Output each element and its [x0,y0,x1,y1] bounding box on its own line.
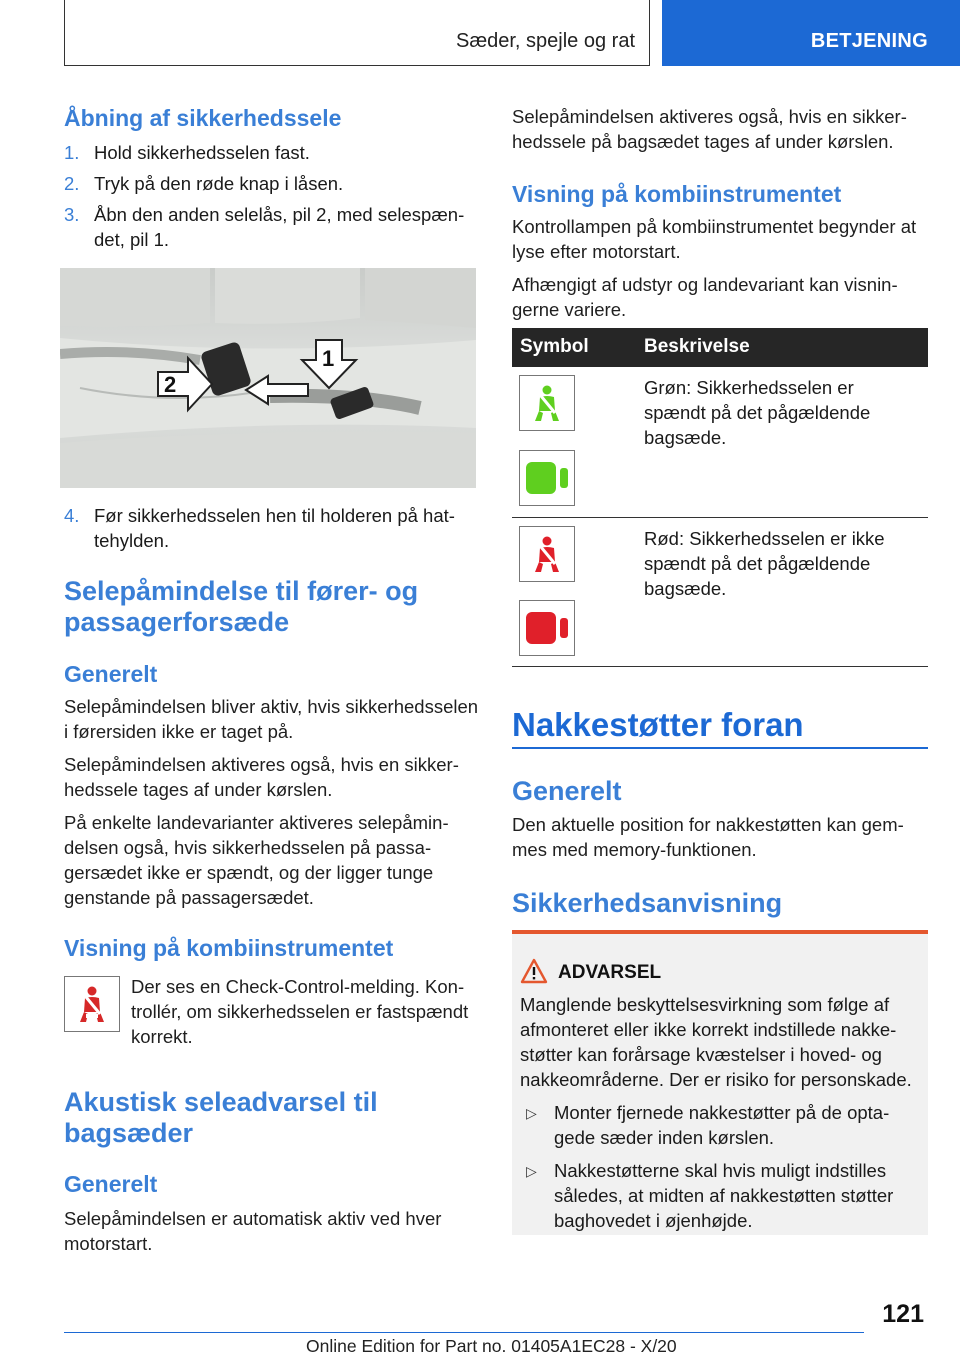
bullet-text: Monter fjernede nakkestøtter på de optagede sæder inden kørslen. [554,1102,890,1148]
header-section-title: Sæder, spejle og rat [456,30,635,52]
rear-seat-red-icon [519,600,575,656]
table-row-divider [512,517,928,518]
header-chapter-tab[interactable] [662,0,960,66]
step-number: 4. [64,505,80,526]
display-paragraph-2: Afhængigt af udstyr og landevariant kan visningerne variere. [512,274,898,320]
step-text: Hold sikkerhedsselen fast. [94,142,310,163]
page-number: 121 [882,1300,924,1328]
seat-photo-svg [60,268,476,488]
rear-seat-green-icon [519,450,575,506]
seat-belt-buckle-photo [60,268,476,488]
headrest-heading-rule [512,747,928,749]
warning-title: ADVARSEL [558,962,662,983]
general-subheading: Generelt [64,661,158,687]
arrow-2-label: 2 [164,372,177,397]
step-text: Før sikkerhedsselen hen til holderen på hattehylden. [94,505,455,551]
table-bottom-line [512,666,928,667]
step-number: 2. [64,173,80,194]
bullet-triangle-icon: ▷ [526,1105,537,1121]
table-header-description: Beskrivelse [644,336,750,357]
step-text: Åbn den anden selelås, pil 2, med selespændet, pil 1. [94,204,465,250]
display-paragraph-1: Kontrollampen på kombiinstrumentet begynder at lyse efter motorstart. [512,216,917,262]
table-row-red-desc: Rød: Sikkerhedsselen er ikke spændt på det pågældende bagsæde. [644,528,885,599]
general-subheading: Generelt [512,776,622,806]
display-subheading: Visning på kombiinstrumentet [64,935,394,961]
headrest-heading: Nakkestøtter foran [512,706,804,743]
warning-triangle-icon [520,958,548,984]
seatbelt-green-icon [519,375,575,431]
table-row-green-desc: Grøn: Sikkerhedsselen er spændt på det pågældende bagsæde. [644,377,871,448]
table-header-symbol: Symbol [520,336,589,357]
display-text: Der ses en Check-Control-melding. Kontrollér, om sikkerhedsselen er fastspændt korrekt. [131,976,469,1047]
footer-rule [64,1332,864,1333]
reminder-heading: Selepåmindelse til fører- og passagerforsæde [64,576,419,637]
warning-text: Manglende beskyttelsesvirkning som følge af afmonteret eller ikke korrekt indstillede nakkestøtter kan forårsage kvæstelser i hoved- og nakkeområderne. Der er risiko for personskade. [520,994,912,1090]
reminder-paragraph-1: Selepåmindelsen bliver aktiv, hvis sikkerhedsselen i førersiden ikke er taget på. [64,696,479,742]
warning-box [512,930,928,1235]
open-belt-heading: Åbning af sikkerhedssele [64,105,342,131]
footer-edition: Online Edition for Part no. 01405A1EC28 - X/20 [306,1336,677,1356]
arrow-1-label: 1 [322,346,335,371]
safety-heading: Sikkerhedsanvisning [512,888,783,918]
header-chapter-label: BETJENING [810,30,928,52]
step-text: Tryk på den røde knap i låsen. [94,173,344,194]
reminder-paragraph-2: Selepåmindelsen aktiveres også, hvis en sikkerhedssele tages af under kørslen. [64,754,459,800]
bullet-triangle-icon: ▷ [526,1163,537,1179]
bullet-text: Nakkestøtterne skal hvis muligt indstilles således, at midten af nakkestøtten støtter baghovedet i øjenhøjde. [554,1160,894,1231]
headrest-paragraph: Den aktuelle position for nakkestøtten kan gemmes med memory-funktionen. [512,814,904,860]
page-header [0,0,960,66]
display-subheading: Visning på kombiinstrumentet [512,181,842,207]
symbol-table-header [512,328,928,367]
header-section-box [64,0,650,66]
reminder-paragraph-3: På enkelte landevarianter aktiveres selepåmindelsen også, hvis sikkerhedsselen på passagersædet ikke er spændt, og der ligger tunge genstande på passagersædet. [64,812,449,908]
step-number: 1. [64,142,80,163]
rear-reminder-paragraph: Selepåmindelsen aktiveres også, hvis en sikkerhedssele på bagsædet tages af under kørslen. [512,106,907,152]
general-subheading: Generelt [64,1171,158,1197]
acoustic-paragraph: Selepåmindelsen er automatisk aktiv ved hver motorstart. [64,1208,442,1254]
seatbelt-red-icon [519,526,575,582]
step-number: 3. [64,204,80,225]
acoustic-heading: Akustisk seleadvarsel til bagsæder [64,1087,378,1148]
seatbelt-warning-icon [64,976,120,1032]
